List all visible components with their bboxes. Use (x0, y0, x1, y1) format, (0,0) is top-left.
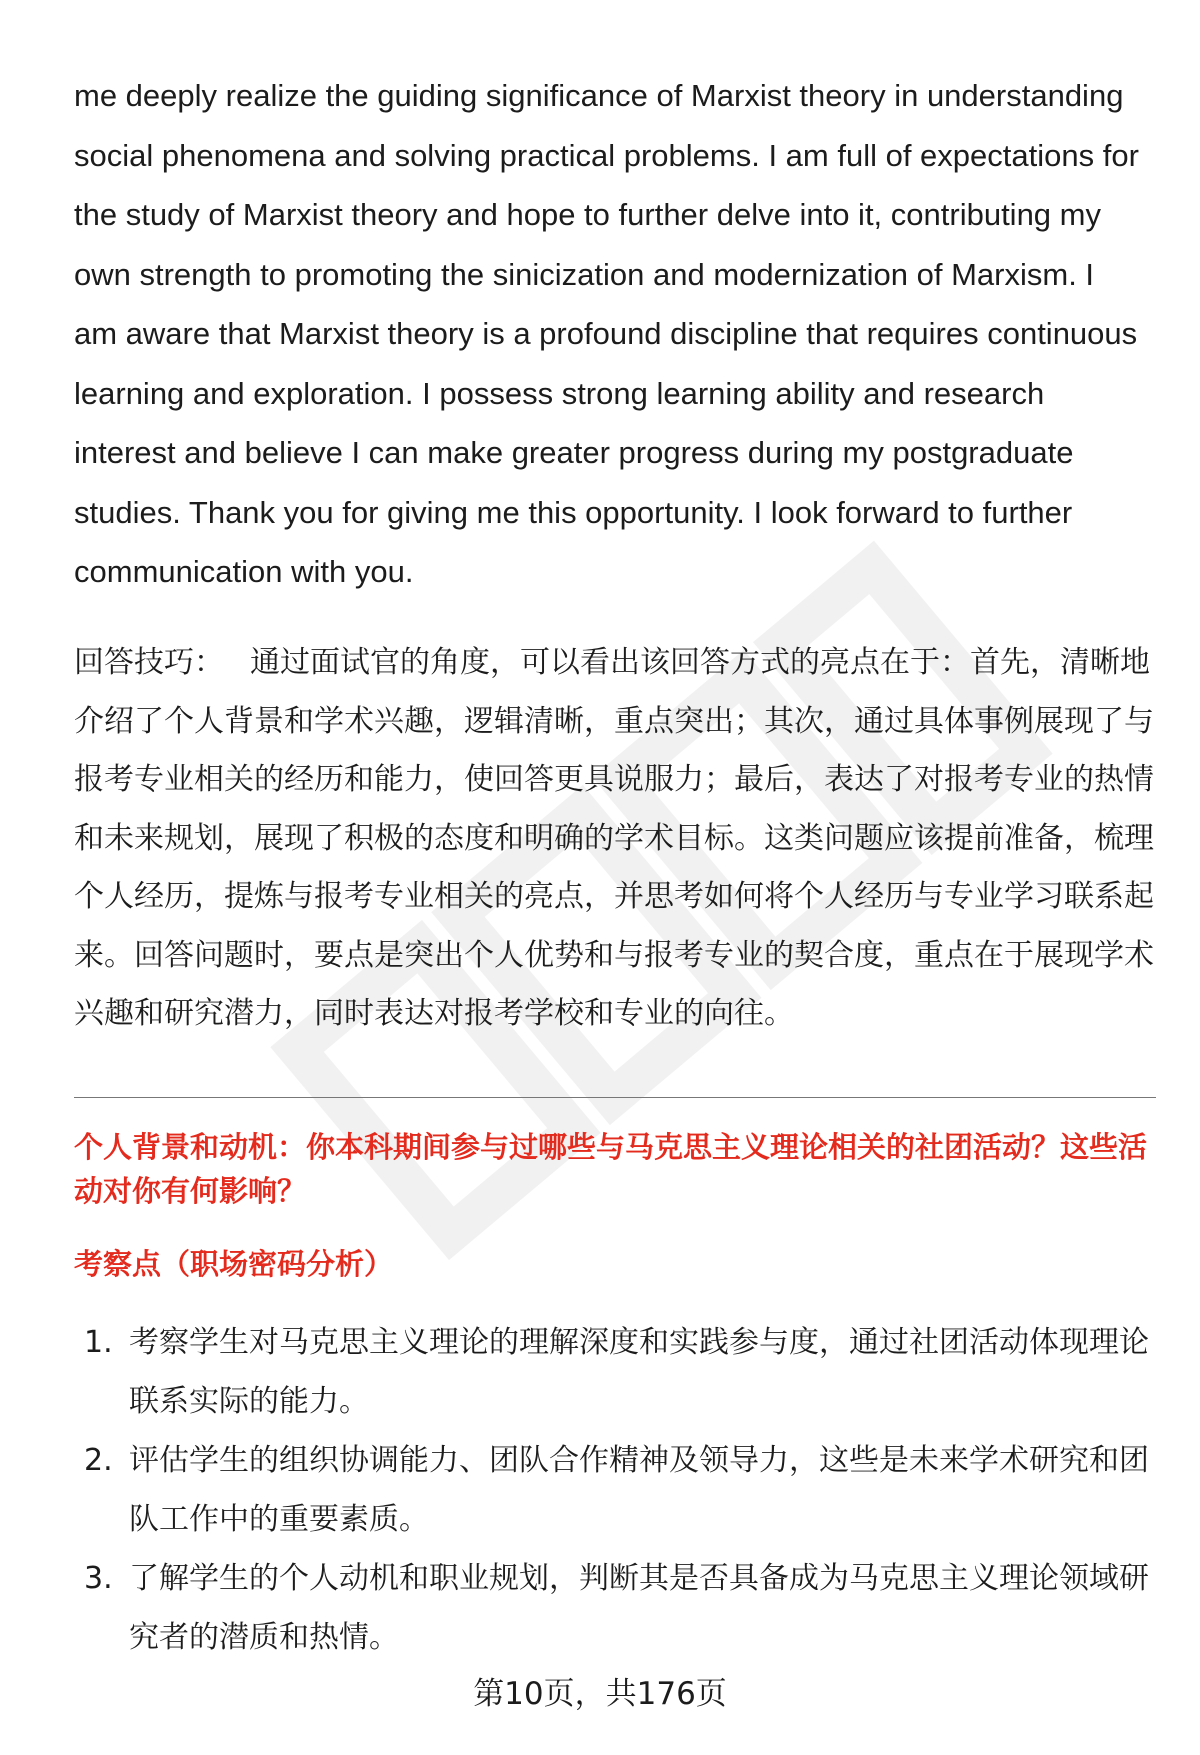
list-item (74, 1549, 1154, 1667)
tips-text: 通过面试官的角度，可以看出该回答方式的亮点在于：首先，清晰地介绍了个人背景和学术兴趣，逻辑清晰，重点突出；其次，通过具体事例展现了与报考专业相关的经历和能力，使回答更具说服力；最后，表达了对报考专业的热情和未来规划，展现了积极的态度和明确的学术目标。这类问题应该提前准备，梳理个人经历，提炼与报考专业相关的亮点，并思考如何将个人经历与专业学习联系起来。回答问题时，要点是突出个人优势和与报考专业的契合度，重点在于展现学术兴趣和研究潜力，同时表达对报考学校和专业的向往。 (74, 645, 1154, 1031)
list-item-number: 3. (84, 1561, 113, 1596)
answer-english-paragraph: me deeply realize the guiding significance of Marxist theory in understanding social phenomena and solving practical problems. I am full of expectations for the study of Marxist theory and hope to further delve into it, contributing my own strength to promoting the sinicization and modernization of Marxism. I am aware that Marxist theory is a profound discipline that requires continuous learning and exploration. I possess strong learning ability and research interest and believe I can make greater progress during my postgraduate studies. Thank you for giving me this opportunity. I look forward to further communication with you. (74, 78, 1139, 589)
list-item-text: 评估学生的组织协调能力、团队合作精神及领导力，这些是未来学术研究和团队工作中的重要素质。 (129, 1443, 1149, 1537)
list-item-number: 2. (84, 1443, 113, 1478)
page-number-footer: 第10页，共176页 (473, 1676, 727, 1712)
list-item (74, 1313, 1154, 1431)
examination-points-heading: 考察点（职场密码分析） (74, 1247, 394, 1281)
answer-tips-paragraph (74, 634, 1159, 1044)
interview-question-heading: 个人背景和动机：你本科期间参与过哪些与马克思主义理论相关的社团活动？这些活动对你有何影响？ (74, 1130, 1148, 1208)
list-item-number: 1. (84, 1325, 113, 1360)
section-divider (74, 1097, 1156, 1098)
list-item-text: 了解学生的个人动机和职业规划，判断其是否具备成为马克思主义理论领域研究者的潜质和热情。 (129, 1561, 1149, 1655)
list-item-text: 考察学生对马克思主义理论的理解深度和实践参与度，通过社团活动体现理论联系实际的能力。 (129, 1325, 1149, 1419)
examination-points-list (74, 1313, 1154, 1667)
list-item (74, 1431, 1154, 1549)
tips-label: 回答技巧： (74, 645, 224, 680)
